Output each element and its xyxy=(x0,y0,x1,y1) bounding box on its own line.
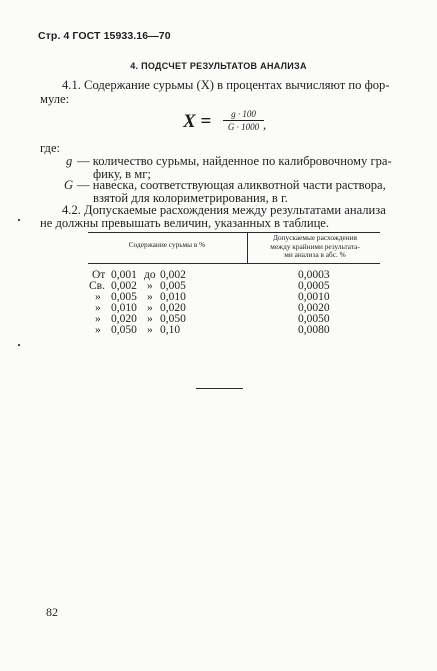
row-mid: » xyxy=(147,313,153,325)
row-mid: » xyxy=(147,280,153,292)
def-G-line-1: — навеска, соответствующая аликвотной части раствора, xyxy=(77,178,386,192)
row-mid: до xyxy=(144,269,156,281)
row-tolerance: 0,0050 xyxy=(298,313,330,325)
row-from: 0,010 xyxy=(111,302,137,314)
end-rule xyxy=(196,388,243,389)
table-header-rule xyxy=(88,263,380,264)
formula-lhs: X = xyxy=(183,111,212,132)
row-from: 0,005 xyxy=(111,291,137,303)
row-to: 0,020 xyxy=(160,302,186,314)
row-to: 0,050 xyxy=(160,313,186,325)
row-tolerance: 0,0010 xyxy=(298,291,330,303)
where-label: где: xyxy=(40,141,61,155)
col-header-tolerance-line-1: Допускаемые расхождения xyxy=(273,233,357,242)
paragraph-4-1-line-2: муле: xyxy=(40,92,70,106)
row-tolerance: 0,0005 xyxy=(298,280,330,292)
col-header-tolerance xyxy=(251,234,379,260)
row-mid: » xyxy=(147,324,153,336)
row-prefix: » xyxy=(95,291,101,303)
row-from: 0,002 xyxy=(111,280,137,292)
row-prefix: » xyxy=(95,324,101,336)
row-tolerance: 0,0080 xyxy=(298,324,330,336)
formula-trailing: , xyxy=(263,117,267,132)
def-g-line-1: — количество сурьмы, найденное по калибровочному гра- xyxy=(77,154,392,168)
paragraph-4-2-line-1: 4.2. Допускаемые расхождения между результатами анализа xyxy=(62,203,386,217)
paragraph-4-2-line-2: не должны превышать величин, указанных в таблице. xyxy=(40,216,330,230)
margin-mark xyxy=(18,219,20,221)
formula-fraction xyxy=(223,108,267,133)
row-to: 0,10 xyxy=(160,324,181,336)
def-G-symbol: G xyxy=(64,178,74,192)
def-G-line-2: взятой для колориметрирования, в г. xyxy=(93,191,288,205)
row-mid: » xyxy=(147,302,153,314)
margin-mark xyxy=(18,344,20,346)
row-to: 0,010 xyxy=(160,291,186,303)
row-from: 0,050 xyxy=(111,324,137,336)
page-number: 82 xyxy=(46,605,58,619)
def-g-line-2: фику, в мг; xyxy=(93,167,151,181)
section-title: 4. ПОДСЧЕТ РЕЗУЛЬТАТОВ АНАЛИЗА xyxy=(130,61,307,71)
row-from: 0,001 xyxy=(111,269,137,281)
row-prefix: » xyxy=(95,313,101,325)
row-mid: » xyxy=(147,291,153,303)
formula-numerator: g · 100 xyxy=(231,109,256,119)
def-g-symbol: g xyxy=(66,154,73,168)
formula-denominator: G · 1000 xyxy=(227,122,260,132)
document-header: Стр. 4 ГОСТ 15933.16—70 xyxy=(38,30,171,42)
table-header-divider xyxy=(247,232,248,264)
row-prefix: От xyxy=(92,269,106,281)
col-header-content: Содержание сурьмы в % xyxy=(128,240,206,249)
row-to: 0,002 xyxy=(160,269,186,281)
row-prefix: Св. xyxy=(89,280,105,292)
row-prefix: » xyxy=(95,302,101,314)
col-header-tolerance-line-2: между крайними результата- xyxy=(270,241,360,251)
paragraph-4-1-line-1: 4.1. Содержание сурьмы (X) в процентах вычисляют по фор- xyxy=(62,78,390,92)
row-tolerance: 0,0003 xyxy=(298,269,330,281)
row-tolerance: 0,0020 xyxy=(298,302,330,314)
row-to: 0,005 xyxy=(160,280,186,292)
row-from: 0,020 xyxy=(111,313,137,325)
col-header-tolerance-line-3: ми анализа в абс. % xyxy=(284,250,346,259)
